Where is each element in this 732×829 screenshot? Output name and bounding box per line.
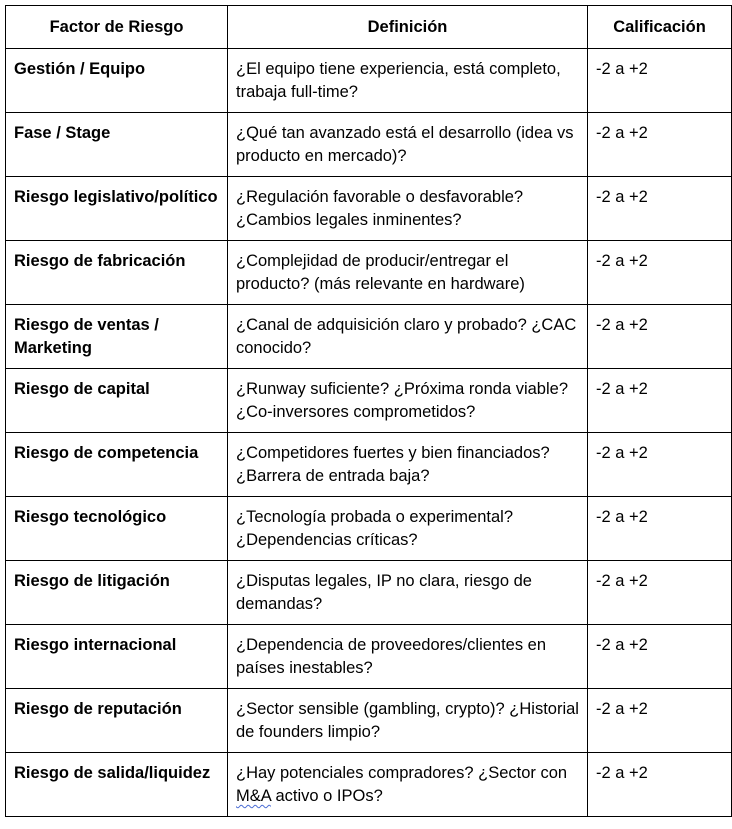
factor-cell: Fase / Stage <box>6 113 228 177</box>
table-row <box>6 369 732 433</box>
rating-cell: -2 a +2 <box>588 241 732 305</box>
rating-cell: -2 a +2 <box>588 433 732 497</box>
table-row <box>6 113 732 177</box>
table-row <box>6 753 732 817</box>
table-row <box>6 689 732 753</box>
header-definition: Definición <box>228 6 588 49</box>
definition-cell: ¿Disputas legales, IP no clara, riesgo de demandas? <box>228 561 588 625</box>
rating-cell: -2 a +2 <box>588 369 732 433</box>
factor-cell: Riesgo de litigación <box>6 561 228 625</box>
rating-cell: -2 a +2 <box>588 625 732 689</box>
factor-cell: Gestión / Equipo <box>6 49 228 113</box>
definition-cell: ¿Complejidad de producir/entregar el producto? (más relevante en hardware) <box>228 241 588 305</box>
rating-cell: -2 a +2 <box>588 177 732 241</box>
factor-cell: Riesgo tecnológico <box>6 497 228 561</box>
risk-factor-table <box>5 5 732 817</box>
table-row <box>6 241 732 305</box>
header-factor: Factor de Riesgo <box>6 6 228 49</box>
definition-cell: ¿El equipo tiene experiencia, está completo, trabaja full-time? <box>228 49 588 113</box>
factor-cell: Riesgo internacional <box>6 625 228 689</box>
table-row <box>6 625 732 689</box>
definition-cell: ¿Tecnología probada o experimental? ¿Dependencias críticas? <box>228 497 588 561</box>
rating-cell: -2 a +2 <box>588 753 732 817</box>
definition-text: ¿Hay potenciales compradores? ¿Sector con <box>236 764 568 782</box>
header-rating: Calificación <box>588 6 732 49</box>
table-row <box>6 49 732 113</box>
table-row <box>6 433 732 497</box>
rating-cell: -2 a +2 <box>588 497 732 561</box>
table-row <box>6 305 732 369</box>
factor-cell: Riesgo de ventas / Marketing <box>6 305 228 369</box>
factor-cell: Riesgo de competencia <box>6 433 228 497</box>
rating-cell: -2 a +2 <box>588 305 732 369</box>
rating-cell: -2 a +2 <box>588 49 732 113</box>
factor-cell: Riesgo de salida/liquidez <box>6 753 228 817</box>
table-row <box>6 177 732 241</box>
definition-cell: ¿Dependencia de proveedores/clientes en países inestables? <box>228 625 588 689</box>
factor-cell: Riesgo de reputación <box>6 689 228 753</box>
definition-cell <box>228 753 588 817</box>
rating-cell: -2 a +2 <box>588 561 732 625</box>
factor-cell: Riesgo de fabricación <box>6 241 228 305</box>
definition-cell: ¿Regulación favorable o desfavorable? ¿Cambios legales inminentes? <box>228 177 588 241</box>
spellcheck-underlined-word[interactable]: M&A <box>236 787 271 805</box>
definition-text: activo o IPOs? <box>270 787 383 805</box>
definition-cell: ¿Canal de adquisición claro y probado? ¿CAC conocido? <box>228 305 588 369</box>
table-row <box>6 561 732 625</box>
table-header-row <box>6 6 732 49</box>
table-row <box>6 497 732 561</box>
definition-cell: ¿Competidores fuertes y bien financiados? ¿Barrera de entrada baja? <box>228 433 588 497</box>
definition-cell: ¿Sector sensible (gambling, crypto)? ¿Historial de founders limpio? <box>228 689 588 753</box>
factor-cell: Riesgo de capital <box>6 369 228 433</box>
factor-cell: Riesgo legislativo/político <box>6 177 228 241</box>
definition-cell: ¿Runway suficiente? ¿Próxima ronda viable? ¿Co-inversores comprometidos? <box>228 369 588 433</box>
definition-cell: ¿Qué tan avanzado está el desarrollo (idea vs producto en mercado)? <box>228 113 588 177</box>
rating-cell: -2 a +2 <box>588 689 732 753</box>
rating-cell: -2 a +2 <box>588 113 732 177</box>
